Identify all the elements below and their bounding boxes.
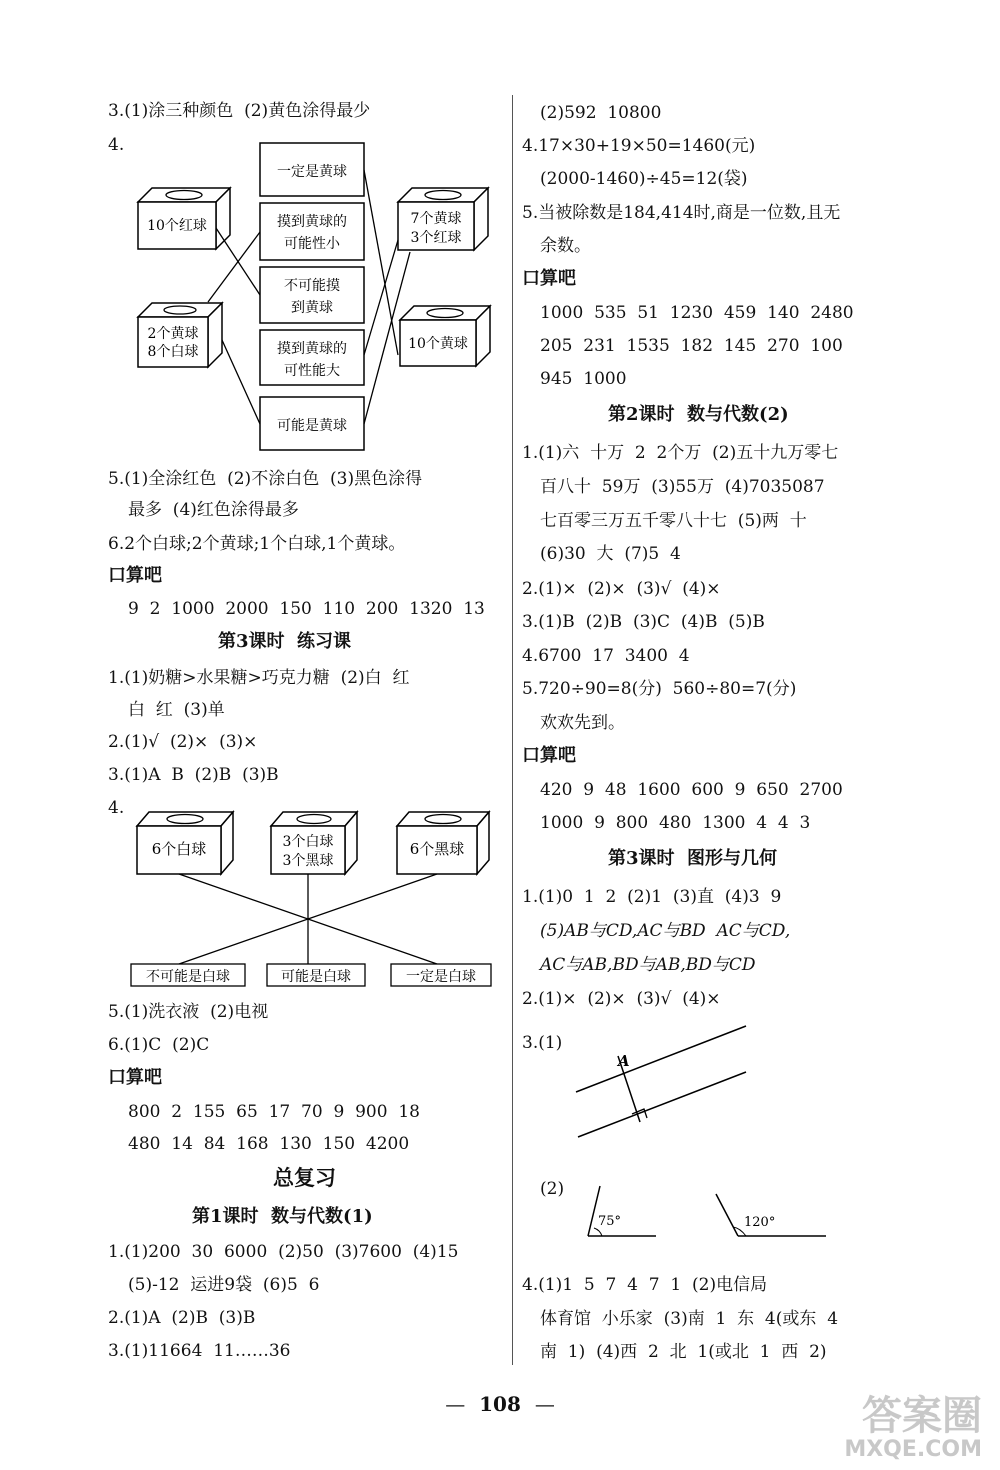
outcome-label: 不可能是白球 [146,969,230,985]
answer-line: 2.(1)× (2)× (3)√ (4)× [522,989,721,1009]
answer-line: 七百零三万五千零八十七 (5)两 十 [540,511,807,531]
outcome-label: 可能是白球 [281,969,351,985]
angle-label: 120° [744,1215,776,1230]
answer-line: 4.6700 17 3400 4 [522,646,690,666]
section-label: 口算吧 [108,565,162,586]
section-label: 口算吧 [522,268,576,289]
answer-line: 4. [108,798,125,818]
lesson-heading: 第3课时 图形与几何 [608,848,778,869]
answer-line: 5.(1)洗衣液 (2)电视 [108,1002,269,1022]
answer-line: 1.(1)200 30 6000 (2)50 (3)7600 (4)15 [108,1242,459,1262]
answer-line: 800 2 155 65 17 70 9 900 18 [128,1102,420,1122]
box-10-yellow [400,306,490,366]
box-label: 3个白球 [282,834,334,850]
section-label: 口算吧 [108,1067,162,1088]
answer-line: 6.(1)C (2)C [108,1035,210,1055]
answer-line: 白 红 (3)单 [128,700,225,720]
box-label: 2个黄球 [147,326,199,342]
answer-line: 5.(1)全涂红色 (2)不涂白色 (3)黑色涂得 [108,469,423,489]
answer-line: (2)592 10800 [540,103,662,123]
answer-line: 余数。 [540,236,591,256]
answer-line: (5)-12 运进9袋 (6)5 6 [128,1275,320,1295]
answer-line: 1.(1)奶糖>水果糖>巧克力糖 (2)白 红 [108,668,410,688]
answer-line: 2.(1)A (2)B (3)B [108,1308,256,1328]
box-2-yellow-8-white [138,303,222,367]
box-6-white [137,812,233,874]
ball-matching-diagram-1 [130,140,500,455]
answer-line: 205 231 1535 182 145 270 100 [540,336,843,356]
parallel-lines-figure [570,1020,760,1145]
point-label: A [618,1052,630,1070]
box-label: 6个白球 [151,840,207,858]
answer-line: 5.当被除数是184,414时,商是一位数,且无 [522,203,841,223]
column-divider [512,95,513,1365]
answer-line: 百八十 59万 (3)55万 (4)7035087 [540,477,825,497]
box-6-black [397,812,489,874]
box-7-yellow-3-red [398,188,488,250]
answer-line: 6.2个白球;2个黄球;1个白球,1个黄球。 [108,534,406,554]
box-label: 7个黄球 [410,211,462,227]
answer-line: 南 1) (4)西 2 北 1(或北 1 西 2) [540,1342,827,1362]
answer-line: 4.17×30+19×50=1460(元) [522,136,756,156]
outcome-label: 到黄球 [291,300,333,316]
answer-line: (5)AB与CD,AC与BD AC与CD, [540,921,791,941]
answer-line: 1000 9 800 480 1300 4 4 3 [540,813,811,833]
outcome-label: 可能是黄球 [277,418,347,434]
box-label: 6个黑球 [409,840,465,858]
outcome-label: 不可能摸 [284,278,340,294]
outcome-label: 摸到黄球的 [277,341,347,357]
answer-line: 9 2 1000 2000 150 110 200 1320 13 [128,599,485,619]
box-3-white-3-black [271,812,357,874]
answer-line: 3.(1)A B (2)B (3)B [108,765,279,785]
answer-line: 1000 535 51 1230 459 140 2480 [540,303,854,323]
answer-line: 2.(1)√ (2)× (3)× [108,732,258,752]
answer-line: 3.(1)11664 11……36 [108,1341,291,1361]
answer-line: 420 9 48 1600 600 9 650 2700 [540,780,843,800]
answer-line: 3.(1) [522,1033,563,1053]
answer-line: 欢欢先到。 [540,713,625,733]
outcome-label: 一定是白球 [406,969,476,985]
answer-line: 5.720÷90=8(分) 560÷80=7(分) [522,679,797,699]
chapter-heading: 总复习 [273,1165,336,1190]
box-label: 10个黄球 [408,336,468,352]
answer-line: 最多 (4)红色涂得最多 [128,500,299,520]
angle-label: 75° [598,1214,622,1229]
answer-line: (2000-1460)÷45=12(袋) [540,169,748,189]
answer-line: 3.(1)B (2)B (3)C (4)B (5)B [522,612,765,632]
box-label: 10个红球 [147,218,207,234]
ball-matching-diagram-2 [125,800,495,992]
answer-line: 体育馆 小乐家 (3)南 1 东 4(或东 4 [540,1309,839,1329]
watermark-logo: 答案圈 MXQE.COM [844,1393,982,1462]
answer-line: (2) [540,1179,565,1199]
outcome-label: 可性能大 [284,363,340,379]
answer-line: 480 14 84 168 130 150 4200 [128,1134,410,1154]
answer-line: (6)30 大 (7)5 4 [540,544,681,564]
outcome-label: 一定是黄球 [277,164,347,180]
angle-figures [580,1180,840,1245]
outcome-label: 摸到黄球的 [277,214,347,230]
lesson-heading: 第3课时 练习课 [218,631,352,652]
box-label: 3个黑球 [282,853,334,869]
lesson-heading: 第1课时 数与代数(1) [192,1206,373,1227]
box-label: 8个白球 [147,344,199,360]
answer-line: 1.(1)六 十万 2 2个万 (2)五十九万零七 [522,443,839,463]
page-number: — 108 — [445,1392,555,1416]
answer-line: AC与AB,BD与AB,BD与CD [540,955,756,975]
lesson-heading: 第2课时 数与代数(2) [608,404,789,425]
box-10-red [138,188,230,249]
answer-line: 3.(1)涂三种颜色 (2)黄色涂得最少 [108,101,371,121]
answer-line: 4. [108,135,125,155]
answer-line: 4.(1)1 5 7 4 7 1 (2)电信局 [522,1275,768,1295]
outcome-label: 可能性小 [284,236,340,252]
box-label: 3个红球 [410,230,462,246]
section-label: 口算吧 [522,745,576,766]
answer-line: 2.(1)× (2)× (3)√ (4)× [522,579,721,599]
answer-line: 945 1000 [540,369,627,389]
answer-line: 1.(1)0 1 2 (2)1 (3)直 (4)3 9 [522,887,782,907]
